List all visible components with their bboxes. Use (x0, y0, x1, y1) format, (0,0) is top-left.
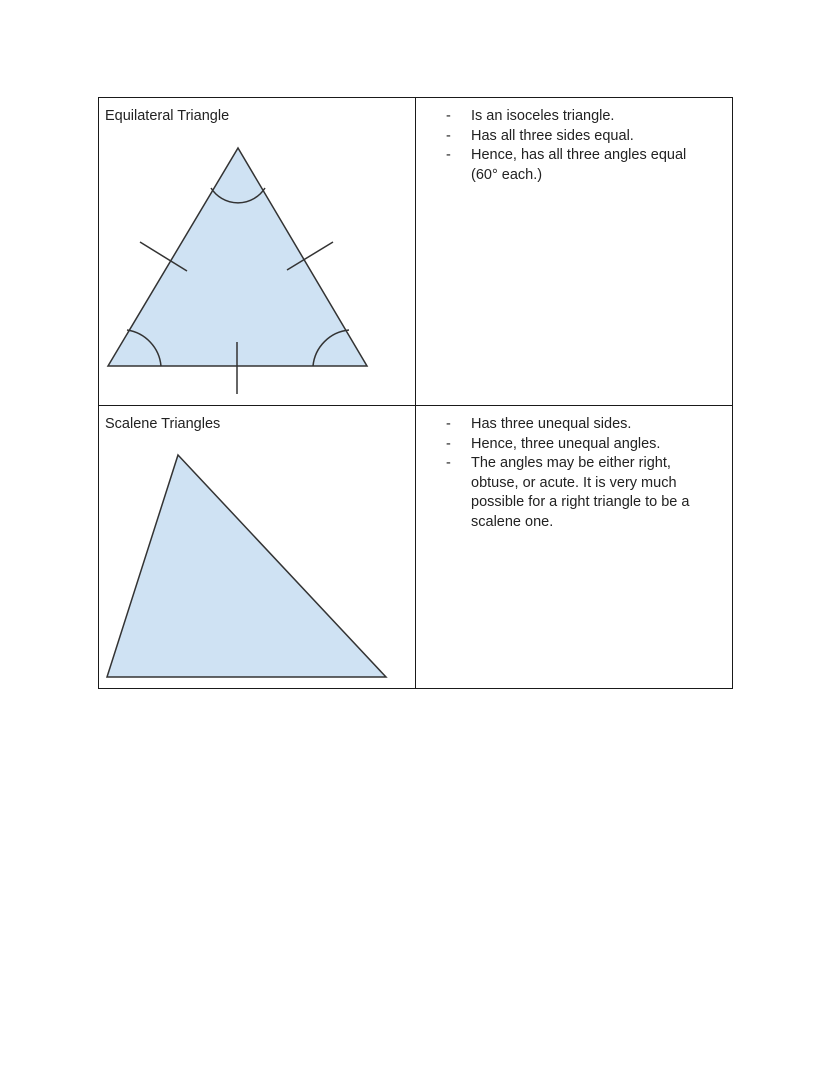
scalene-triangle-shape (107, 455, 386, 677)
scalene-triangle-diagram (99, 406, 415, 688)
bullet-dash: - (446, 416, 451, 432)
bullet-dash: - (446, 108, 451, 124)
bullet-dash: - (446, 455, 451, 471)
list-item (446, 146, 706, 185)
list-item (446, 454, 706, 532)
list-item (446, 415, 706, 435)
bullet-dash: - (446, 127, 451, 144)
scalene-title: Scalene Triangles (105, 416, 221, 432)
scalene-cell (99, 406, 416, 689)
list-item-text: Hence, has all three angles equal (60° each.) (471, 147, 687, 183)
bullet-dash: - (446, 435, 451, 452)
bullet-dash: - (446, 147, 451, 163)
equilateral-notes-list (446, 107, 706, 185)
scalene-notes-cell (416, 406, 733, 689)
list-item (446, 107, 706, 127)
list-item-text: Has three unequal sides. (471, 416, 632, 432)
equilateral-notes-cell (416, 98, 733, 406)
table-row-scalene (99, 406, 733, 689)
table-row-equilateral (99, 98, 733, 406)
list-item (446, 435, 706, 455)
equilateral-title: Equilateral Triangle (105, 108, 230, 124)
list-item-text: Hence, three unequal angles. (471, 435, 661, 452)
scalene-notes-list (446, 415, 706, 532)
equilateral-triangle-diagram (99, 98, 415, 405)
equilateral-cell (99, 98, 416, 406)
list-item (446, 127, 706, 147)
equilateral-triangle-shape (108, 148, 367, 366)
list-item-text: Has all three sides equal. (471, 127, 634, 144)
list-item-text: The angles may be either right, obtuse, or acute. It is very much possible for a right triangle to be a scalene one. (471, 455, 690, 530)
list-item-text: Is an isoceles triangle. (471, 108, 615, 124)
triangle-types-table (98, 97, 733, 689)
